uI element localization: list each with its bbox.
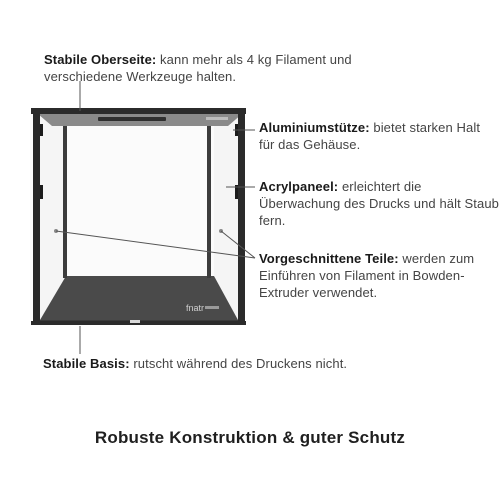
brand-sublabel: [205, 306, 219, 309]
aluminium-post-right-back: [207, 126, 211, 278]
annotation-acryl-label: Acrylpaneel:: [259, 179, 339, 194]
annotation-vorg-text: werden zum Einführen von Filament in Bowden-Extruder verwendet.: [259, 251, 475, 300]
brand-logo: fnatr: [186, 303, 205, 313]
aluminium-post-left-back: [63, 126, 67, 278]
clip-left-upper: [40, 124, 43, 136]
footer-title: Robuste Konstruktion & guter Schutz: [94, 428, 406, 447]
annotation-alu-label: Aluminiumstütze:: [259, 120, 370, 135]
annotation-alu-text: bietet starken Halt für das Gehäuse.: [259, 120, 481, 152]
annotation-top-label: Stabile Oberseite:: [44, 52, 157, 67]
annotation-acrylic: [259, 178, 499, 229]
bottom-latch: [130, 320, 140, 323]
annotation-base-label: Stabile Basis:: [43, 356, 130, 371]
annotation-aluminium: [259, 119, 499, 153]
aluminium-post-right-front: [238, 114, 245, 324]
top-slot: [98, 117, 166, 121]
rear-acrylic-inner: [66, 126, 214, 276]
clip-left-mid: [40, 185, 43, 199]
top-hinge: [206, 117, 228, 120]
top-panel: [31, 108, 246, 114]
aluminium-post-left-front: [33, 114, 40, 324]
base-plate: [40, 276, 238, 320]
annotation-top-text: kann mehr als 4 kg Filament und verschiedene Werkzeuge halten.: [44, 52, 352, 84]
annotation-top: [44, 51, 374, 85]
annotation-precut: [259, 250, 499, 301]
annotation-vorg-label: Vorgeschnittene Teile:: [259, 251, 399, 266]
annotation-base-text: rutscht während des Druckens nicht.: [129, 356, 348, 371]
annotation-acryl-text: erleichtert die Überwachung des Drucks und hält Staub fern.: [259, 179, 500, 228]
annotation-base: [43, 355, 443, 372]
